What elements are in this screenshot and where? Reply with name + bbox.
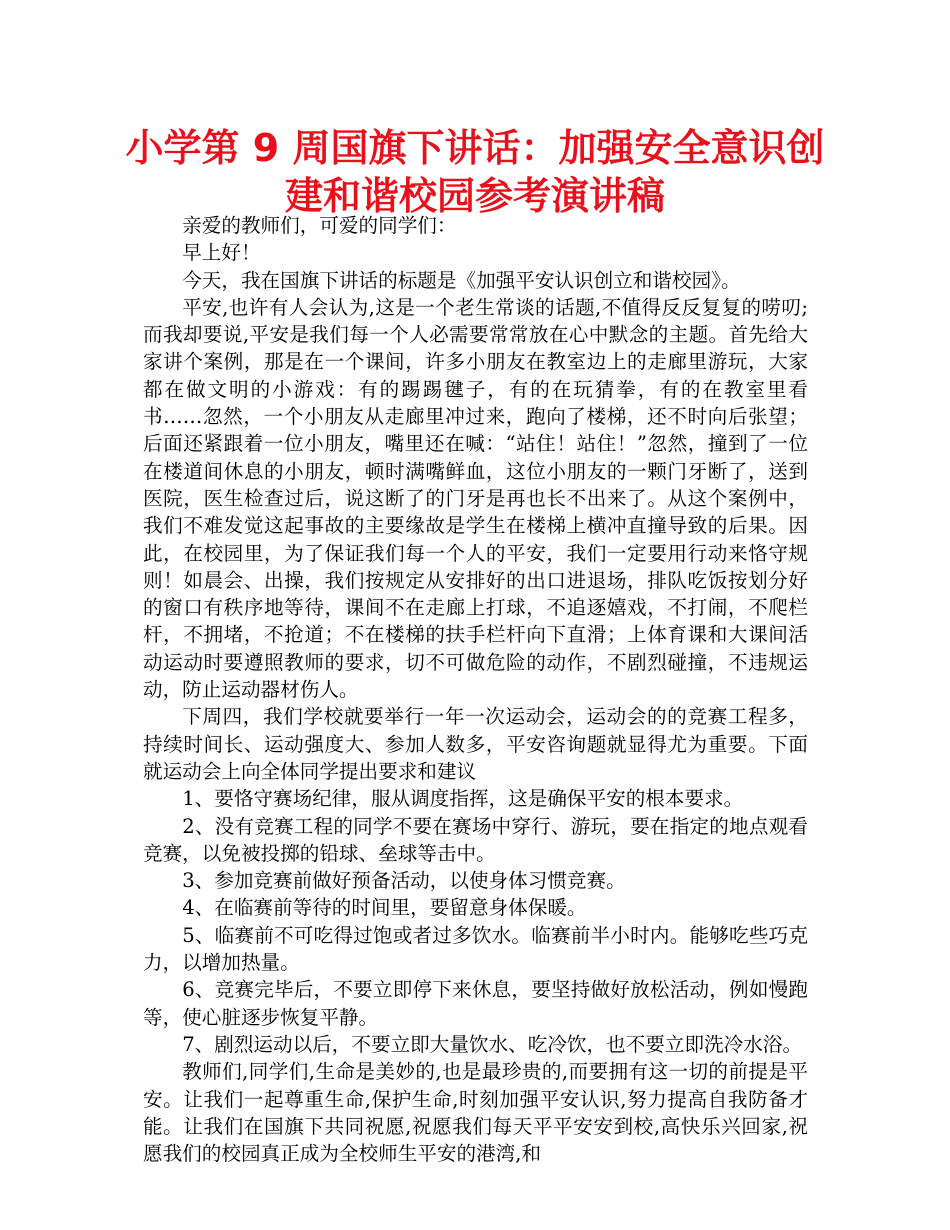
greeting: 早上好！ [182,241,261,265]
salutation: 亲爱的教师们，可爱的同学们： [182,214,457,237]
list-item: 1、要恪守赛场纪律，服从调度指挥，这是确保平安的根本要求。 [182,787,744,811]
list-item: 5、临赛前不可吃得过饱或者过多饮水。临赛前半小时内。能够吃些巧克力，以增加热量。 [143,923,808,975]
list-item: 7、剧烈运动以后，不要立即大量饮水、吃冷饮，也不要立即洗冷水浴。 [182,1032,803,1056]
list-item: 4、在临赛前等待的时间里，要留意身体保暖。 [182,896,587,920]
list-item: 2、没有竞赛工程的同学不要在赛场中穿行、游玩，要在指定的地点观看竞赛，以免被投掷的铅球、垒球等击中。 [143,814,808,865]
document-body [143,212,808,1167]
list-item: 3、参加竞赛前做好预备活动，以使身体习惯竞赛。 [182,869,626,893]
list-item: 6、竞赛完毕后，不要立即停下来休息，要坚持做好放松活动，例如慢跑等，使心脏逐步恢复平静。 [143,978,808,1029]
paragraph-topic: 今天，我在国旗下讲话的标题是《加强平安认识创立和谐校园》。 [182,268,741,292]
paragraph-closing: 教师们,同学们,生命是美妙的,也是最珍贵的,而要拥有这一切的前提是平安。让我们一起尊重生命,保护生命,时刻加强平安认识,努力提高自我防备才能。让我们在国旗下共同祝愿,祝愿我们每天平平安安到校,高快乐兴回家,祝愿我们的校园真正成为全校师生平安的港湾,和 [143,1060,808,1166]
paragraph-sports-meeting: 下周四，我们学校就要举行一年一次运动会，运动会的的竞赛工程多，持续时间长、运动强度大、参加人数多，平安咨询题就显得尤为重要。下面就运动会上向全体同学提出要求和建议 [143,705,808,783]
document-title: 小学第 9 周国旗下讲话：加强安全意识创建和谐校园参考演讲稿 [125,126,825,218]
paragraph-safety-case: 平安,也许有人会认为,这是一个老生常谈的话题,不值得反反复复的唠叨;而我却要说,平安是我们每一个人必需要常常放在心中默念的主题。首先给大家讲个案例，那是在一个课间，许多小朋友在教室边上的走廊里游玩，大家都在做文明的小游戏：有的踢踢毽子，有的在玩猜拳，有的在教室里看书……忽然，一个小朋友从走廊里冲过来，跑向了楼梯，还不时向后张望；后面还紧跟着一位小朋友，嘴里还在喊：“站住！站住！”忽然，撞到了一位在楼道间休息的小朋友，顿时满嘴鲜血，这位小朋友的一颗门牙断了，送到医院，医生检查过后，说这断了的门牙是再也长不出来了。从这个案例中，我们不难发觉这起事故的主要缘故是学生在楼梯上横冲直撞导致的后果。因此，在校园里，为了保证我们每一个人的平安，我们一定要用行动来恪守规则！如晨会、出操，我们按规定从安排好的出口进退场，排队吃饭按划分好的窗口有秩序地等待，课间不在走廊上打球，不追逐嬉戏，不打闹，不爬栏杆，不拥堵，不抢道；不在楼梯的扶手栏杆向下直滑；上体育课和大课间活动运动时要遵照教师的要求，切不可做危险的动作，不剧烈碰撞，不违规运动，防止运动器材伤人。 [143,295,808,702]
